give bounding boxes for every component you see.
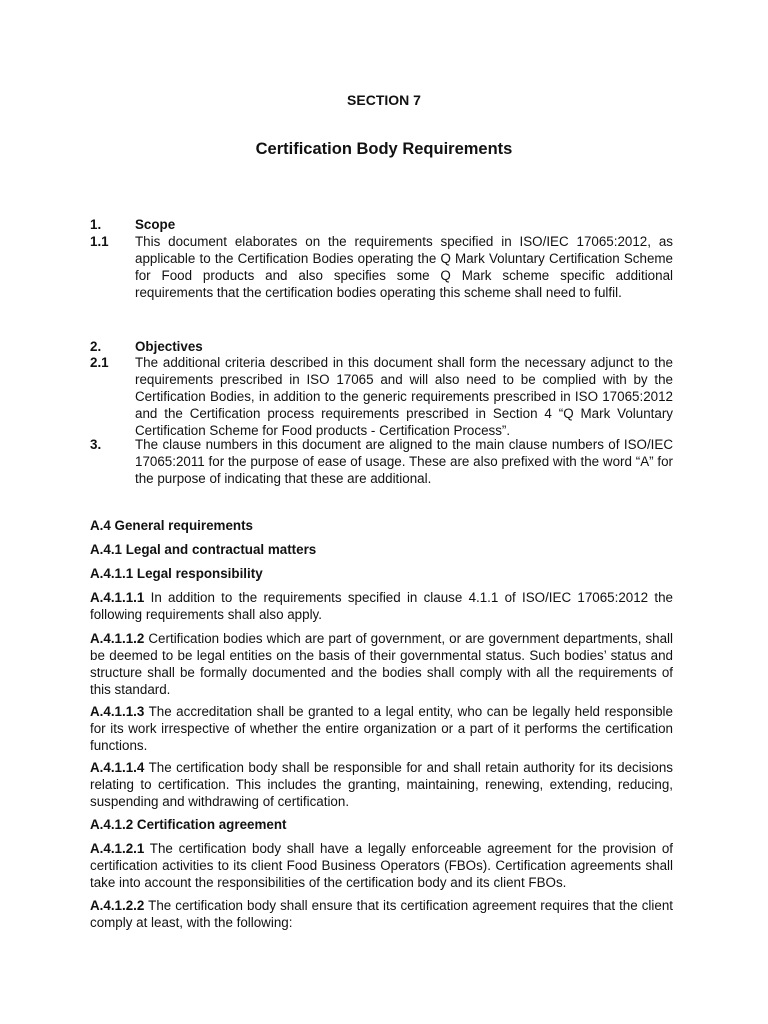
paragraph-a4113 (90, 703, 673, 754)
paragraph-a4112 (90, 630, 673, 698)
clause-text: In addition to the requirements specified in clause 4.1.1 of ISO/IEC 17065:2012 the following requirements shall also apply. (90, 590, 673, 622)
heading-a4: A.4 General requirements (90, 518, 253, 533)
scope-heading: Scope (135, 217, 176, 232)
clause-id: A.4.1.2.2 (90, 898, 145, 913)
heading-a41: A.4.1 Legal and contractual matters (90, 542, 317, 557)
clause-text: The certification body shall ensure that its certification agreement requires that the client comply at least, with the following: (90, 898, 673, 930)
scope-number: 1. (90, 217, 102, 232)
clause-text: The certification body shall have a legally enforceable agreement for the provision of certification activities to its client Food Business Operators (FBOs). Certification agreements shall take into account the responsibilities of the certification body and its client FBOs. (90, 841, 673, 890)
clause-text: The certification body shall be responsible for and shall retain authority for its decisions relating to certification. This includes the granting, maintaining, renewing, extending, reducing, suspending and withdrawing of certification. (90, 760, 673, 809)
item3-number: 3. (90, 437, 102, 452)
objectives-text: The additional criteria described in this document shall form the necessary adjunct to the requirements prescribed in ISO 17065 and will also need to be complied with by the Certification Bodies, in addition to the generic requirements prescribed in ISO 17065:2012 and the Certification process requirements prescribed in Section 4 “Q Mark Voluntary Certification Scheme for Food products - Certification Process”. (135, 355, 673, 438)
scope-text: This document elaborates on the requirements specified in ISO/IEC 17065:2012, as applicable to the Certification Bodies operating the Q Mark Voluntary Certification Scheme for Food products and also specifies some Q Mark scheme specific additional requirements that the certification bodies operating this scheme shall need to fulfil. (135, 234, 673, 300)
paragraph-a4111 (90, 589, 673, 623)
clause-id: A.4.1.1.3 (90, 704, 145, 719)
scope-sub-number: 1.1 (90, 234, 109, 249)
item3-text: The clause numbers in this document are aligned to the main clause numbers of ISO/IEC 17065:2011 for the purpose of ease of usage. These are also prefixed with the word “A” for the purpose of indicating that these are additional. (135, 437, 673, 486)
clause-id: A.4.1.1.2 (90, 631, 145, 646)
objectives-sub-number: 2.1 (90, 355, 109, 370)
paragraph-a4114 (90, 759, 673, 810)
document-title: Certification Body Requirements (255, 140, 513, 158)
paragraph-a4121 (90, 840, 673, 891)
clause-text: Certification bodies which are part of government, or are government departments, shall be deemed to be legal entities on the basis of their governmental status. Such bodies’ status and structure shall be formally documented and the bodies shall comply with all the requirements of this standard. (90, 631, 673, 697)
clause-text: The accreditation shall be granted to a legal entity, who can be legally held responsible for its work irrespective of whether the entire organization or a part of it performs the certification functions. (90, 704, 673, 753)
paragraph-a4122 (90, 897, 673, 931)
objectives-number: 2. (90, 339, 102, 354)
clause-id: A.4.1.1.4 (90, 760, 145, 775)
heading-a412: A.4.1.2 Certification agreement (90, 817, 287, 832)
heading-a411: A.4.1.1 Legal responsibility (90, 566, 263, 581)
section-title: SECTION 7 (347, 92, 421, 108)
clause-id: A.4.1.1.1 (90, 590, 145, 605)
objectives-heading: Objectives (135, 339, 203, 354)
clause-id: A.4.1.2.1 (90, 841, 145, 856)
